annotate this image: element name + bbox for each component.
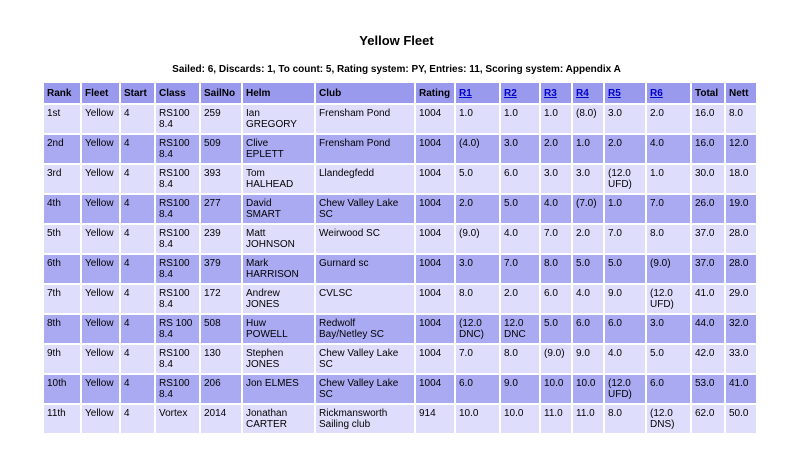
fleet-cell: Yellow <box>82 165 119 193</box>
class-cell: RS100 8.4 <box>156 165 199 193</box>
class-cell: RS100 8.4 <box>156 135 199 163</box>
helm-cell: Mark HARRISON <box>243 255 314 283</box>
r3-cell: 8.0 <box>541 255 571 283</box>
table-row <box>44 105 756 133</box>
total-cell: 30.0 <box>692 165 724 193</box>
col-rank-header: Rank <box>44 83 80 103</box>
r6-cell: (9.0) <box>647 255 690 283</box>
total-cell: 53.0 <box>692 375 724 403</box>
sailno-cell: 277 <box>201 195 241 223</box>
r6-cell: 2.0 <box>647 105 690 133</box>
table-row <box>44 255 756 283</box>
sailno-cell: 206 <box>201 375 241 403</box>
r4-cell: 10.0 <box>573 375 603 403</box>
sailno-cell: 239 <box>201 225 241 253</box>
helm-cell: Stephen JONES <box>243 345 314 373</box>
r2-cell: 6.0 <box>501 165 539 193</box>
total-cell: 41.0 <box>692 285 724 313</box>
table-row <box>44 315 756 343</box>
helm-cell: David SMART <box>243 195 314 223</box>
total-cell: 62.0 <box>692 405 724 433</box>
r1-cell: (9.0) <box>456 225 499 253</box>
race-summary: Sailed: 6, Discards: 1, To count: 5, Rating system: PY, Entries: 11, Scoring system: Appendix A <box>172 64 621 75</box>
r6-cell: 8.0 <box>647 225 690 253</box>
table-row <box>44 375 756 403</box>
class-cell: RS100 8.4 <box>156 285 199 313</box>
r2-cell: 3.0 <box>501 135 539 163</box>
class-cell: RS100 8.4 <box>156 105 199 133</box>
helm-cell: Matt JOHNSON <box>243 225 314 253</box>
race-3-link[interactable]: R3 <box>544 87 557 99</box>
helm-cell: Ian GREGORY <box>243 105 314 133</box>
r5-cell: (12.0 UFD) <box>605 375 645 403</box>
total-cell: 37.0 <box>692 225 724 253</box>
class-cell: Vortex <box>156 405 199 433</box>
club-cell: Rickmansworth Sailing club <box>316 405 414 433</box>
start-cell: 4 <box>121 345 154 373</box>
club-cell: Chew Valley Lake SC <box>316 195 414 223</box>
col-r5-header[interactable] <box>605 83 645 103</box>
race-5-link[interactable]: R5 <box>608 87 621 99</box>
r2-cell: 2.0 <box>501 285 539 313</box>
r4-cell: 4.0 <box>573 285 603 313</box>
r5-cell: 6.0 <box>605 315 645 343</box>
sailno-cell: 393 <box>201 165 241 193</box>
r3-cell: 5.0 <box>541 315 571 343</box>
club-cell: Frensham Pond <box>316 135 414 163</box>
r3-cell: 6.0 <box>541 285 571 313</box>
start-cell: 4 <box>121 405 154 433</box>
start-cell: 4 <box>121 165 154 193</box>
r6-cell: 3.0 <box>647 315 690 343</box>
r4-cell: 9.0 <box>573 345 603 373</box>
r6-cell: 1.0 <box>647 165 690 193</box>
fleet-cell: Yellow <box>82 375 119 403</box>
col-fleet-header: Fleet <box>82 83 119 103</box>
rating-cell: 1004 <box>416 225 454 253</box>
r2-cell: 1.0 <box>501 105 539 133</box>
col-total-header: Total <box>692 83 724 103</box>
table-row <box>44 165 756 193</box>
col-start-header: Start <box>121 83 154 103</box>
col-nett-header: Nett <box>726 83 756 103</box>
nett-cell: 19.0 <box>726 195 756 223</box>
fleet-cell: Yellow <box>82 345 119 373</box>
page-title: Yellow Fleet <box>359 33 434 48</box>
r3-cell: 7.0 <box>541 225 571 253</box>
sailno-cell: 509 <box>201 135 241 163</box>
fleet-cell: Yellow <box>82 255 119 283</box>
header-row <box>44 83 756 103</box>
helm-cell: Andrew JONES <box>243 285 314 313</box>
club-cell: Llandegfedd <box>316 165 414 193</box>
fleet-cell: Yellow <box>82 195 119 223</box>
table-row <box>44 195 756 223</box>
club-cell: Chew Valley Lake SC <box>316 345 414 373</box>
start-cell: 4 <box>121 255 154 283</box>
sailno-cell: 2014 <box>201 405 241 433</box>
r6-cell: 5.0 <box>647 345 690 373</box>
r6-cell: (12.0 UFD) <box>647 285 690 313</box>
start-cell: 4 <box>121 225 154 253</box>
race-4-link[interactable]: R4 <box>576 87 589 99</box>
r3-cell: (9.0) <box>541 345 571 373</box>
rating-cell: 1004 <box>416 195 454 223</box>
table-row <box>44 345 756 373</box>
table-row <box>44 225 756 253</box>
r3-cell: 1.0 <box>541 105 571 133</box>
col-club-header: Club <box>316 83 414 103</box>
sailno-cell: 130 <box>201 345 241 373</box>
r4-cell: 1.0 <box>573 135 603 163</box>
nett-cell: 33.0 <box>726 345 756 373</box>
r3-cell: 4.0 <box>541 195 571 223</box>
col-class-header: Class <box>156 83 199 103</box>
fleet-cell: Yellow <box>82 315 119 343</box>
rank-cell: 5th <box>44 225 80 253</box>
start-cell: 4 <box>121 375 154 403</box>
nett-cell: 28.0 <box>726 225 756 253</box>
r6-cell: 6.0 <box>647 375 690 403</box>
r2-cell: 8.0 <box>501 345 539 373</box>
r2-cell: 9.0 <box>501 375 539 403</box>
nett-cell: 18.0 <box>726 165 756 193</box>
start-cell: 4 <box>121 195 154 223</box>
start-cell: 4 <box>121 135 154 163</box>
rank-cell: 10th <box>44 375 80 403</box>
total-cell: 26.0 <box>692 195 724 223</box>
total-cell: 37.0 <box>692 255 724 283</box>
r1-cell: 6.0 <box>456 375 499 403</box>
rating-cell: 1004 <box>416 105 454 133</box>
total-cell: 44.0 <box>692 315 724 343</box>
rank-cell: 4th <box>44 195 80 223</box>
rank-cell: 7th <box>44 285 80 313</box>
col-sailno-header: SailNo <box>201 83 241 103</box>
col-rating-header: Rating <box>416 83 454 103</box>
nett-cell: 50.0 <box>726 405 756 433</box>
rank-cell: 9th <box>44 345 80 373</box>
nett-cell: 28.0 <box>726 255 756 283</box>
class-cell: RS100 8.4 <box>156 375 199 403</box>
r3-cell: 3.0 <box>541 165 571 193</box>
race-1-link[interactable]: R1 <box>459 87 472 99</box>
club-cell: CVLSC <box>316 285 414 313</box>
rating-cell: 1004 <box>416 165 454 193</box>
fleet-cell: Yellow <box>82 405 119 433</box>
r5-cell: 4.0 <box>605 345 645 373</box>
r2-cell: 7.0 <box>501 255 539 283</box>
rank-cell: 3rd <box>44 165 80 193</box>
r6-cell: 7.0 <box>647 195 690 223</box>
nett-cell: 41.0 <box>726 375 756 403</box>
r1-cell: 10.0 <box>456 405 499 433</box>
fleet-cell: Yellow <box>82 135 119 163</box>
r4-cell: (7.0) <box>573 195 603 223</box>
col-r6-header[interactable] <box>647 83 690 103</box>
club-cell: Redwolf Bay/Netley SC <box>316 315 414 343</box>
r6-cell: (12.0 DNS) <box>647 405 690 433</box>
r1-cell: 3.0 <box>456 255 499 283</box>
col-r1-header[interactable] <box>456 83 499 103</box>
r1-cell: (4.0) <box>456 135 499 163</box>
helm-cell: Jonathan CARTER <box>243 405 314 433</box>
class-cell: RS100 8.4 <box>156 255 199 283</box>
r3-cell: 2.0 <box>541 135 571 163</box>
rank-cell: 8th <box>44 315 80 343</box>
class-cell: RS100 8.4 <box>156 225 199 253</box>
r6-cell: 4.0 <box>647 135 690 163</box>
r5-cell: 2.0 <box>605 135 645 163</box>
club-cell: Frensham Pond <box>316 105 414 133</box>
r4-cell: 6.0 <box>573 315 603 343</box>
race-6-link[interactable]: R6 <box>650 87 663 99</box>
r5-cell: 1.0 <box>605 195 645 223</box>
race-2-link[interactable]: R2 <box>504 87 517 99</box>
class-cell: RS100 8.4 <box>156 345 199 373</box>
results-table <box>42 81 758 435</box>
r2-cell: 5.0 <box>501 195 539 223</box>
r4-cell: 11.0 <box>573 405 603 433</box>
col-helm-header: Helm <box>243 83 314 103</box>
table-row <box>44 135 756 163</box>
rank-cell: 11th <box>44 405 80 433</box>
class-cell: RS 100 8.4 <box>156 315 199 343</box>
r5-cell: 8.0 <box>605 405 645 433</box>
r4-cell: 5.0 <box>573 255 603 283</box>
club-cell: Weirwood SC <box>316 225 414 253</box>
rating-cell: 1004 <box>416 315 454 343</box>
r1-cell: 2.0 <box>456 195 499 223</box>
club-cell: Chew Valley Lake SC <box>316 375 414 403</box>
r5-cell: 3.0 <box>605 105 645 133</box>
rank-cell: 1st <box>44 105 80 133</box>
r1-cell: 7.0 <box>456 345 499 373</box>
rating-cell: 1004 <box>416 255 454 283</box>
total-cell: 16.0 <box>692 105 724 133</box>
rank-cell: 6th <box>44 255 80 283</box>
rating-cell: 1004 <box>416 345 454 373</box>
r4-cell: 2.0 <box>573 225 603 253</box>
table-row <box>44 285 756 313</box>
sailno-cell: 259 <box>201 105 241 133</box>
r3-cell: 10.0 <box>541 375 571 403</box>
nett-cell: 12.0 <box>726 135 756 163</box>
fleet-cell: Yellow <box>82 105 119 133</box>
rating-cell: 1004 <box>416 135 454 163</box>
total-cell: 16.0 <box>692 135 724 163</box>
nett-cell: 29.0 <box>726 285 756 313</box>
r2-cell: 12.0 DNC <box>501 315 539 343</box>
r3-cell: 11.0 <box>541 405 571 433</box>
start-cell: 4 <box>121 315 154 343</box>
class-cell: RS100 8.4 <box>156 195 199 223</box>
helm-cell: Clive EPLETT <box>243 135 314 163</box>
helm-cell: Jon ELMES <box>243 375 314 403</box>
sailno-cell: 172 <box>201 285 241 313</box>
nett-cell: 8.0 <box>726 105 756 133</box>
helm-cell: Tom HALHEAD <box>243 165 314 193</box>
r1-cell: 5.0 <box>456 165 499 193</box>
r4-cell: (8.0) <box>573 105 603 133</box>
r2-cell: 10.0 <box>501 405 539 433</box>
total-cell: 42.0 <box>692 345 724 373</box>
rating-cell: 1004 <box>416 285 454 313</box>
sailno-cell: 379 <box>201 255 241 283</box>
sailno-cell: 508 <box>201 315 241 343</box>
col-r2-header[interactable] <box>501 83 539 103</box>
r4-cell: 3.0 <box>573 165 603 193</box>
r5-cell: 7.0 <box>605 225 645 253</box>
table-row <box>44 405 756 433</box>
r1-cell: (12.0 DNC) <box>456 315 499 343</box>
start-cell: 4 <box>121 285 154 313</box>
r2-cell: 4.0 <box>501 225 539 253</box>
nett-cell: 32.0 <box>726 315 756 343</box>
fleet-cell: Yellow <box>82 225 119 253</box>
r5-cell: 5.0 <box>605 255 645 283</box>
fleet-cell: Yellow <box>82 285 119 313</box>
col-r3-header[interactable] <box>541 83 571 103</box>
helm-cell: Huw POWELL <box>243 315 314 343</box>
r5-cell: 9.0 <box>605 285 645 313</box>
r1-cell: 8.0 <box>456 285 499 313</box>
r5-cell: (12.0 UFD) <box>605 165 645 193</box>
club-cell: Gurnard sc <box>316 255 414 283</box>
r1-cell: 1.0 <box>456 105 499 133</box>
rank-cell: 2nd <box>44 135 80 163</box>
start-cell: 4 <box>121 105 154 133</box>
col-r4-header[interactable] <box>573 83 603 103</box>
rating-cell: 1004 <box>416 375 454 403</box>
rating-cell: 914 <box>416 405 454 433</box>
